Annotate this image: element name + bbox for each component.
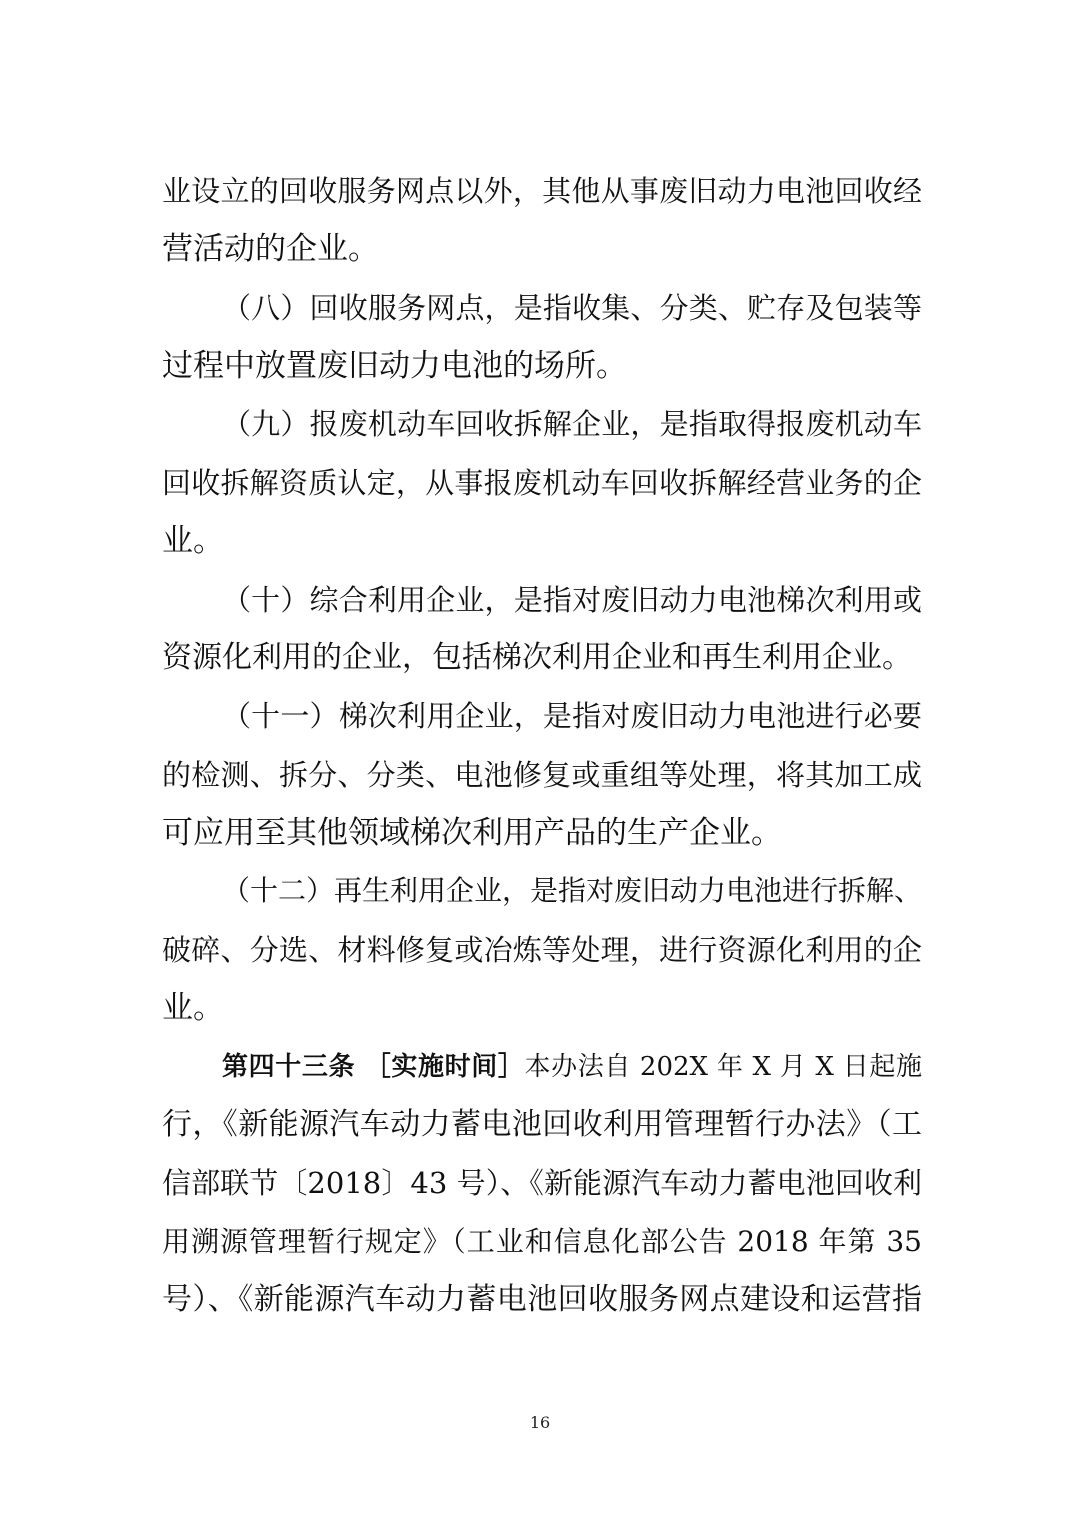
item-8-first-line: （八）回收服务网点，是指收集、分类、贮存及包装等 [222, 291, 922, 325]
body-line: 用溯源管理暂行规定》（工业和信息化部公告 2018 年第 35 [162, 1225, 922, 1258]
body-line: 信部联节〔2018〕43 号）、《新能源汽车动力蓄电池回收利 [162, 1166, 922, 1200]
article-43-first-line-text: 本办法自 202X 年 X 月 X 日起施 [524, 1052, 922, 1082]
body-line: 过程中放置废旧动力电池的场所。 [162, 348, 627, 384]
body-line: 业。 [162, 990, 224, 1026]
body-line: 回收拆解资质认定，从事报废机动车回收拆解经营业务的企 [162, 466, 922, 500]
body-line: 的检测、拆分、分类、电池修复或重组等处理，将其加工成 [162, 758, 922, 792]
body-line: 业。 [162, 523, 224, 559]
item-10-first-line: （十）综合利用企业，是指对废旧动力电池梯次利用或 [222, 583, 922, 617]
item-12-first-line: （十二）再生利用企业，是指对废旧动力电池进行拆解、 [222, 874, 923, 907]
article-43-heading: 第四十三条 ［实施时间］ [222, 1052, 525, 1082]
body-line: 可应用至其他领域梯次利用产品的生产企业。 [162, 815, 782, 851]
body-line: 业设立的回收服务网点以外，其他从事废旧动力电池回收经 [162, 174, 922, 208]
item-11-first-line: （十一）梯次利用企业，是指对废旧动力电池进行必要 [222, 699, 922, 733]
body-line: 号）、《新能源汽车动力蓄电池回收服务网点建设和运营指 [162, 1282, 922, 1317]
body-line: 行，《新能源汽车动力蓄电池回收利用管理暂行办法》（工 [162, 1107, 922, 1142]
article-43-first-line [222, 1045, 922, 1089]
page-number: 16 [529, 1413, 551, 1432]
body-line: 营活动的企业。 [162, 231, 379, 267]
body-line: 资源化利用的企业，包括梯次利用企业和再生利用企业。 [162, 640, 912, 675]
item-9-first-line: （九）报废机动车回收拆解企业，是指取得报废机动车 [222, 407, 922, 441]
body-line: 破碎、分选、材料修复或冶炼等处理，进行资源化利用的企 [162, 933, 922, 967]
